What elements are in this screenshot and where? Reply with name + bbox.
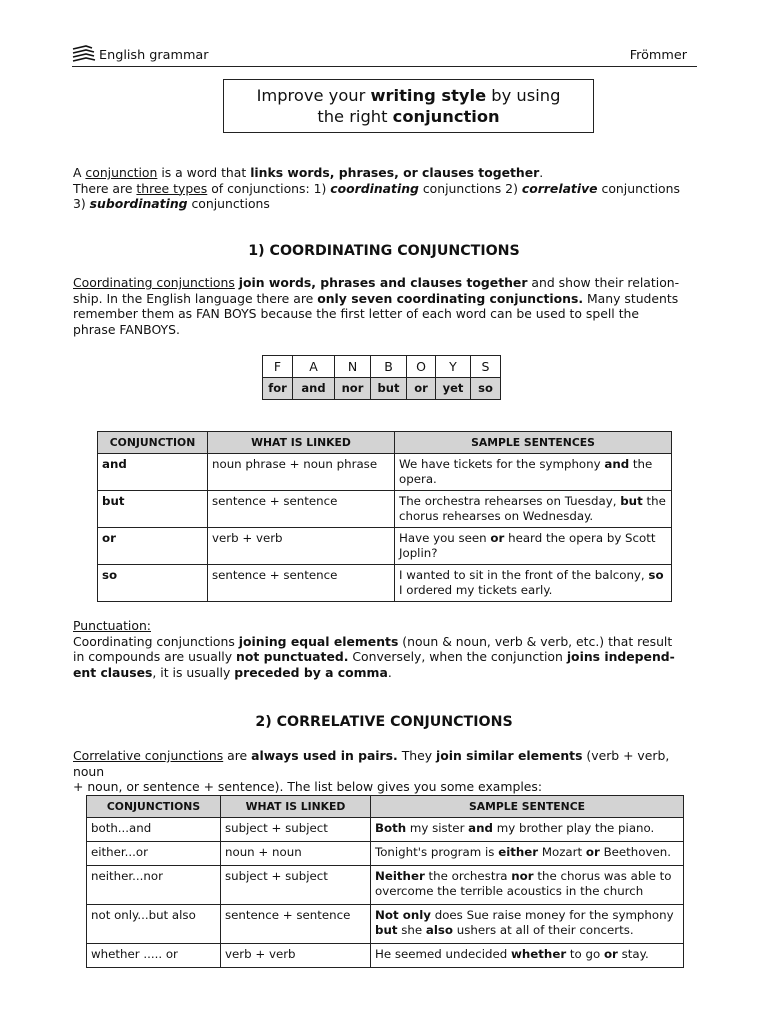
section-2-heading: 2) CORRELATIVE CONJUNCTIONS: [255, 714, 513, 730]
book-logo-icon: [72, 45, 96, 63]
header-subject: English grammar: [99, 48, 209, 63]
fanboys-word: for: [263, 378, 293, 400]
table-header-row: [87, 796, 684, 818]
sentence-text: Beethoven.: [599, 845, 671, 859]
sentence-text: Tonight's program is: [375, 845, 499, 859]
sample-cell: [371, 842, 684, 866]
title-line-1: Improve your writing style by using: [256, 86, 561, 105]
linked-cell: subject + subject: [221, 866, 371, 905]
sample-cell: We have tickets for the symphony and the opera.: [395, 454, 672, 491]
fanboys-letter: F: [263, 356, 293, 378]
conjunction-cell: either...or: [87, 842, 221, 866]
conjunction-emphasis: or: [585, 845, 600, 859]
conjunction-cell: whether ..... or: [87, 944, 221, 968]
table-row: [87, 866, 684, 905]
section-1-paragraph: Coordinating conjunctions join words, phrases and clauses together and show their relation- ship. In the English language there are only seven coordinating conjunctions. Many students remember them as FAN BOYS because the first letter of each word can be used to spell the phrase FANBOYS.: [73, 275, 680, 337]
conjunction-cell: both...and: [87, 818, 221, 842]
sample-cell: The orchestra rehearses on Tuesday, but the chorus rehearses on Wednesday.: [395, 491, 672, 528]
correlative-conjunctions-table: [86, 795, 684, 968]
punctuation-label: Punctuation:: [73, 618, 151, 633]
table-row: [87, 944, 684, 968]
coordinating-conjunctions-table: [97, 431, 672, 602]
fanboys-word: so: [471, 378, 501, 400]
fanboys-word: or: [407, 378, 436, 400]
table-row: [98, 491, 672, 528]
linked-cell: subject + subject: [221, 818, 371, 842]
section-1-heading: 1) COORDINATING CONJUNCTIONS: [248, 243, 520, 259]
page-header: [72, 42, 697, 67]
conjunction-emphasis: Not only: [375, 908, 431, 922]
fanboys-letters-row: [263, 356, 501, 378]
table-row: [98, 454, 672, 491]
section-2-paragraph: Correlative conjunctions are always used in pairs. They join similar elements (verb + verb, noun + noun, or sentence + sentence). The list below gives you some examples:: [73, 748, 670, 794]
column-header: CONJUNCTIONS: [87, 796, 221, 818]
table-row: [98, 528, 672, 565]
conjunction-cell: but: [98, 491, 208, 528]
fanboys-letter: Y: [436, 356, 471, 378]
conjunction-cell: so: [98, 565, 208, 602]
column-header: CONJUNCTION: [98, 432, 208, 454]
linked-cell: sentence + sentence: [208, 565, 395, 602]
conjunction-emphasis: Both: [375, 821, 407, 835]
conjunction-emphasis: also: [425, 923, 454, 937]
fanboys-word: but: [371, 378, 407, 400]
fanboys-word: yet: [436, 378, 471, 400]
fanboys-words-row: [263, 378, 501, 400]
conjunction-emphasis: or: [603, 947, 618, 961]
conjunction-cell: neither...nor: [87, 866, 221, 905]
linked-cell: verb + verb: [208, 528, 395, 565]
fanboys-word: and: [293, 378, 335, 400]
sentence-text: does Sue raise money for the symphony: [430, 908, 674, 922]
title-line-2: the right conjunction: [317, 107, 500, 126]
fanboys-letter: B: [371, 356, 407, 378]
conjunction-emphasis: Neither: [375, 869, 425, 883]
conjunction-cell: not only...but also: [87, 905, 221, 944]
fanboys-table: [262, 355, 501, 400]
table-header-row: [98, 432, 672, 454]
table-row: [87, 842, 684, 866]
sentence-text: Mozart: [538, 845, 586, 859]
linked-cell: sentence + sentence: [208, 491, 395, 528]
sample-cell: Have you seen or heard the opera by Scott Joplin?: [395, 528, 672, 565]
table-row: [87, 818, 684, 842]
table-row: [87, 905, 684, 944]
linked-cell: noun + noun: [221, 842, 371, 866]
fanboys-letter: O: [407, 356, 436, 378]
sample-cell: [371, 818, 684, 842]
sentence-text: my brother play the piano.: [492, 821, 655, 835]
sample-cell: [371, 905, 684, 944]
conjunction-emphasis: either: [498, 845, 539, 859]
linked-cell: noun phrase + noun phrase: [208, 454, 395, 491]
table-row: [98, 565, 672, 602]
fanboys-letter: S: [471, 356, 501, 378]
conjunction-emphasis: nor: [511, 869, 534, 883]
fanboys-letter: N: [335, 356, 371, 378]
fanboys-letter: A: [293, 356, 335, 378]
sample-cell: [371, 944, 684, 968]
column-header: WHAT IS LINKED: [208, 432, 395, 454]
conjunction-emphasis: whether: [510, 947, 567, 961]
conjunction-emphasis: and: [468, 821, 493, 835]
linked-cell: verb + verb: [221, 944, 371, 968]
conjunction-cell: and: [98, 454, 208, 491]
fanboys-word: nor: [335, 378, 371, 400]
conjunction-cell: or: [98, 528, 208, 565]
column-header: SAMPLE SENTENCES: [395, 432, 672, 454]
sentence-text: my sister: [406, 821, 469, 835]
sentence-text: stay.: [617, 947, 649, 961]
sentence-text: the chorus was able to overcome the terrible acoustics in the church: [375, 869, 672, 898]
sentence-text: to go: [566, 947, 604, 961]
sentence-text: she: [397, 923, 426, 937]
linked-cell: sentence + sentence: [221, 905, 371, 944]
intro-paragraph: A conjunction is a word that links words, phrases, or clauses together. There are three types of conjunctions: 1) coordinating conjunctions 2) correlative conjunctions 3) subordinating conjunctions: [73, 165, 680, 211]
header-author: Frömmer: [629, 48, 687, 63]
title-box: [223, 79, 594, 133]
column-header: WHAT IS LINKED: [221, 796, 371, 818]
punctuation-paragraph: Punctuation: Coordinating conjunctions joining equal elements (noun & noun, verb & verb, etc.) that result in compounds are usually not punctuated. Conversely, when the conjunction joins independ- ent clauses, it is usually preceded by a comma.: [73, 618, 697, 680]
column-header: SAMPLE SENTENCE: [371, 796, 684, 818]
sentence-text: He seemed undecided: [375, 947, 511, 961]
sample-cell: I wanted to sit in the front of the balcony, so I ordered my tickets early.: [395, 565, 672, 602]
sentence-text: ushers at all of their concerts.: [453, 923, 634, 937]
conjunction-emphasis: but: [375, 923, 398, 937]
sample-cell: [371, 866, 684, 905]
sentence-text: the orchestra: [424, 869, 512, 883]
